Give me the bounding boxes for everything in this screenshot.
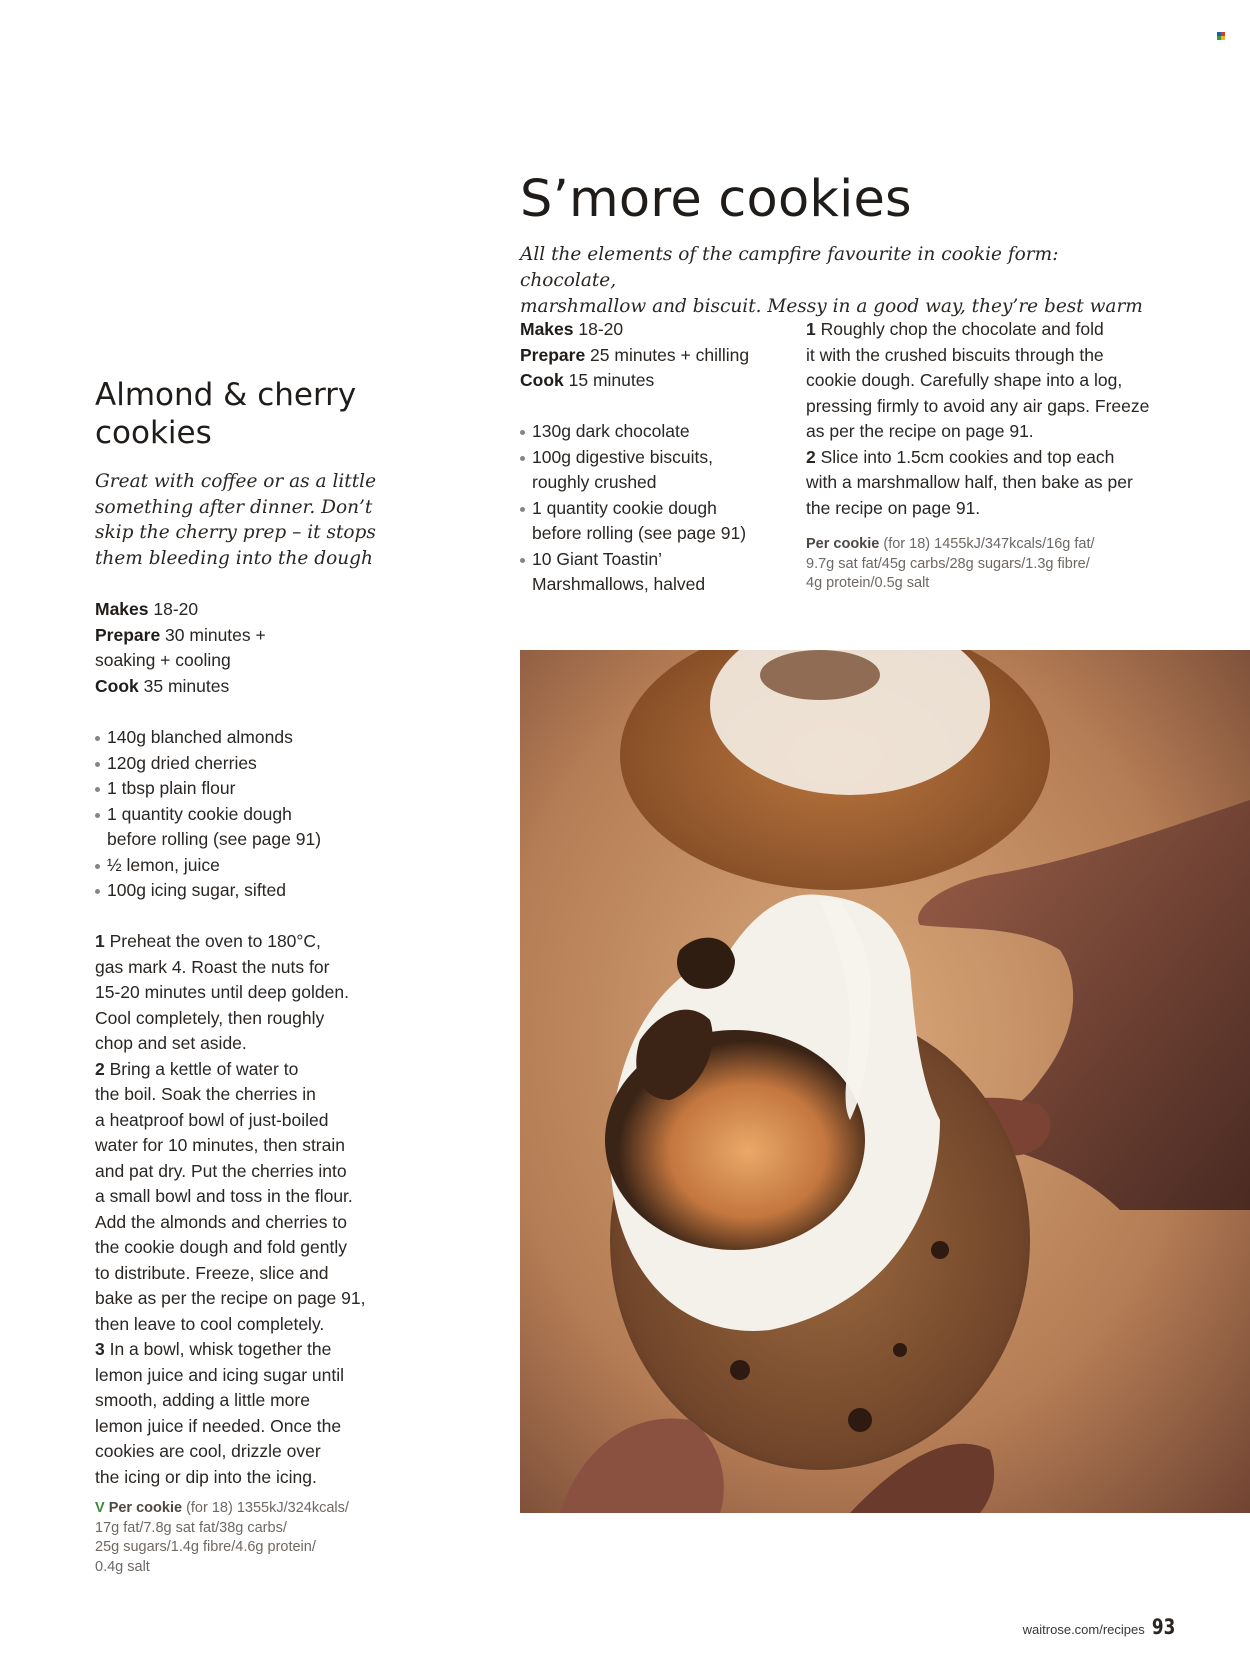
ingredient-item: 10 Giant Toastin’ Marshmallows, halved [520, 547, 800, 598]
almond-intro: Great with coffee or as a little something after dinner. Don’t skip the cherry prep – it stops them bleeding into the dough [95, 471, 377, 569]
ingredient-item: 140g blanched almonds [95, 725, 395, 751]
intro-line: marshmallow and biscuit. Messy in a good way, they’re best warm [520, 296, 1143, 317]
almond-nutrition: V Per cookie (for 18) 1355kJ/324kcals/ 17g fat/7.8g sat fat/38g carbs/ 25g sugars/1.4g fibre/4.6g protein/ 0.4g salt [95, 1500, 349, 1575]
ingredient-item: 1 quantity cookie dough before rolling (see page 91) [95, 802, 395, 853]
meta-prepare: Prepare 30 minutes + [95, 624, 266, 645]
ingredient-item: 130g dark chocolate [520, 419, 800, 445]
meta-cook: Cook 15 minutes [520, 370, 655, 390]
smores-title: S’more cookies [520, 170, 912, 229]
method-step: 3 In a bowl, whisk together the lemon juice and icing sugar until smooth, adding a little more lemon juice if needed. Once the cookies are cool, drizzle over the icing or dip into the icing. [95, 1339, 345, 1487]
method-step: 1 Preheat the oven to 180°C, gas mark 4. Roast the nuts for 15-20 minutes until deep golden. Cool completely, then roughly chop and set aside. [95, 931, 349, 1053]
method-step: 2 Bring a kettle of water to the boil. Soak the cherries in a heatproof bowl of just-boiled water for 10 minutes, then strain and pat dry. Put the cherries into a small bowl and toss in the flour. Add the almonds and cherries to the cookie dough and fold gently to distribute. Freeze, slice and bake as per the recipe on page 91, then leave to cool completely. [95, 1058, 366, 1334]
smores-nutrition: Per cookie (for 18) 1455kJ/347kcals/16g fat/ 9.7g sat fat/45g carbs/28g sugars/1.3g fibre/ 4g protein/0.5g salt [806, 536, 1095, 591]
page-footer [1023, 1615, 1178, 1639]
page-number: 93 [1151, 1615, 1176, 1639]
method-step: 2 Slice into 1.5cm cookies and top each with a marshmallow half, then bake as per the recipe on page 91. [806, 446, 1133, 518]
footer-url[interactable]: waitrose.com/recipes [1022, 1622, 1145, 1637]
meta-prepare: Prepare 25 minutes + chilling [520, 344, 750, 365]
smores-cookie-photo [520, 650, 1250, 1513]
meta-cook: Cook 35 minutes [95, 675, 230, 696]
meta-makes: Makes 18-20 [520, 319, 624, 339]
ingredient-item: 120g dried cherries [95, 751, 395, 777]
almond-ingredient-list [95, 725, 395, 904]
ingredient-item: 100g digestive biscuits, roughly crushed [520, 445, 800, 496]
ingredient-item: ½ lemon, juice [95, 853, 395, 879]
ingredient-item: 1 quantity cookie dough before rolling (see page 91) [520, 496, 800, 547]
meta-prepare-cont: soaking + cooling [95, 650, 231, 670]
ingredient-item: 1 tbsp plain flour [95, 776, 395, 802]
vegetarian-badge: V [95, 1500, 105, 1516]
brand-color-mark-icon [1217, 32, 1225, 40]
smores-intro [520, 242, 1160, 320]
meta-makes: Makes 18-20 [95, 599, 199, 619]
smores-ingredient-list [520, 419, 800, 598]
almond-title: Almond & cherry cookies [95, 377, 357, 451]
almond-meta [95, 597, 266, 699]
smores-method [806, 317, 1166, 521]
almond-method [95, 929, 380, 1490]
method-step: 1 Roughly chop the chocolate and fold it with the crushed biscuits through the cookie dough. Carefully shape into a log, pressing firmly to avoid any air gaps. Freeze as per the recipe on page 91. [806, 319, 1150, 441]
smores-meta [520, 317, 749, 394]
ingredient-item: 100g icing sugar, sifted [95, 878, 395, 904]
intro-line: All the elements of the campfire favourite in cookie form: chocolate, [520, 244, 1059, 291]
